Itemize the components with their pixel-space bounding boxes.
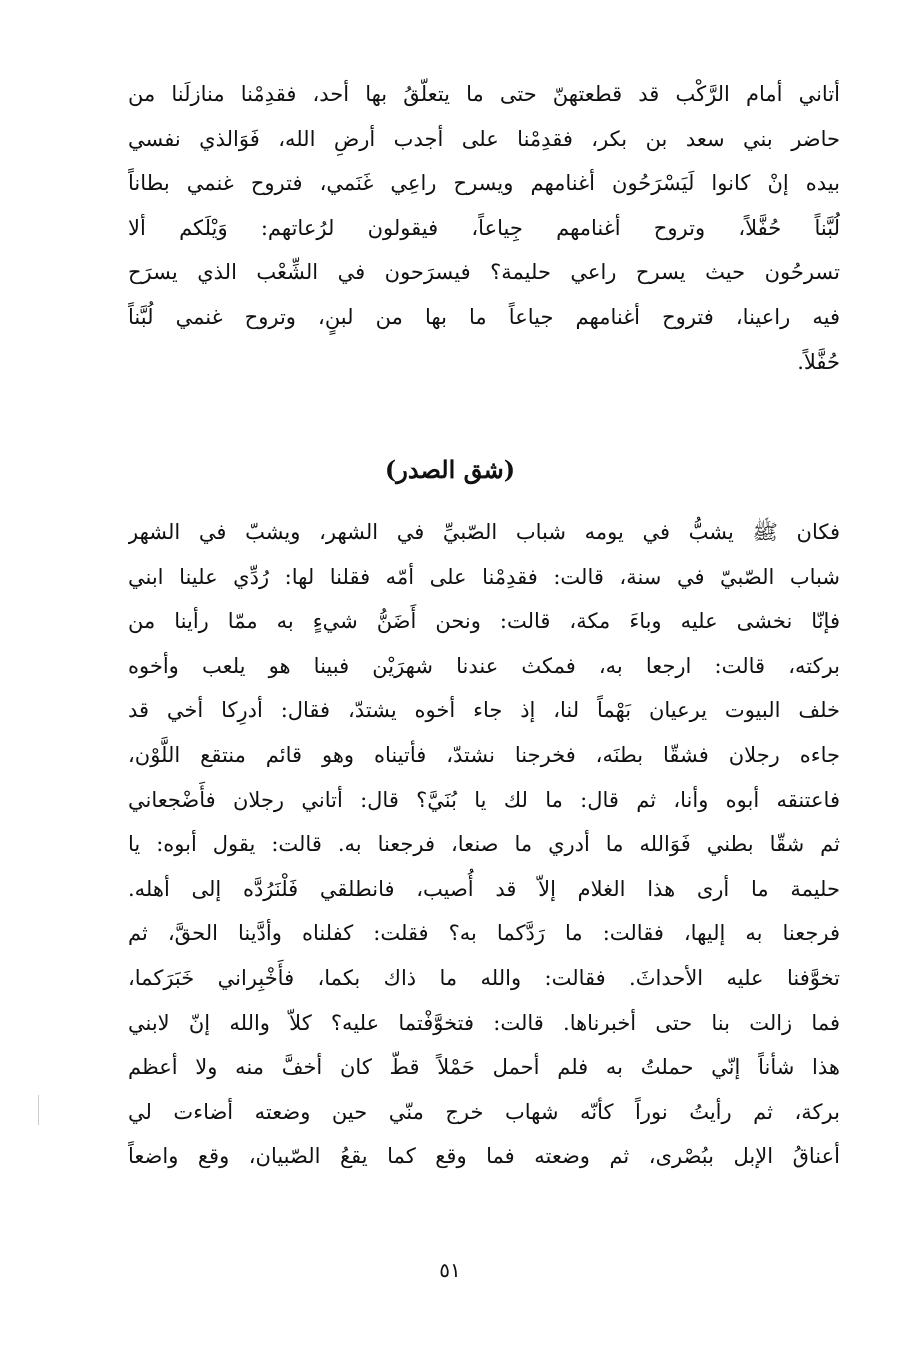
text-line: شباب الصّبيّ في سنة، قالت: فقدِمْنا على أمّه فقلنا لها: رُدِّي علينا ابني	[128, 564, 840, 589]
text-line: خلف البيوت يرعيان بَهْماً لنا، إذ جاء أخوه يشتدّ، فقال: أدرِكا أخي قد	[128, 698, 840, 723]
text-line: بيده إنْ كانوا لَيَسْرَحُون أغنامهم ويسرح راعِي غَنَمي، فتروح غنمي بطاناً	[128, 171, 840, 196]
text-line: تسرحُون حيث يسرح راعي حليمة؟ فيسرَحون في الشِّعْب الذي يسرَح	[128, 260, 840, 285]
text-line: حُفَّلاً.	[797, 349, 840, 374]
text-line: فما زالت بنا حتى أخبرناها. قالت: فتخوَّفْتما عليه؟ كلاّ والله إنّ لابني	[128, 1010, 840, 1035]
text-line: تخوَّفنا عليه الأحداثَ. فقالت: والله ما ذاك بكما، فأَخْبِراني خَبَرَكما،	[128, 965, 840, 990]
text-line: بركته، قالت: ارجعا به، فمكث عندنا شهرَيْن فبينا هو يلعب وأخوه	[128, 653, 840, 678]
text-line: أتاني أمام الرَّكْب قد قطعتهنّ حتى ما يتعلّقُ بها أحد، فقدِمْنا منازلَنا من	[128, 82, 840, 106]
paragraph-1	[128, 72, 840, 384]
margin-mark	[38, 1095, 39, 1125]
text-line: بركة، ثم رأيتُ نوراً كأنّه شهاب خرج منّي حين وضعته أضاءت لي	[128, 1099, 840, 1124]
text-line: فإنّا نخشى عليه وباءَ مكة، قالت: ونحن أَضَنُّ شيءٍ به ممّا رأينا من	[128, 609, 840, 634]
text-line: فرجعنا به إليها، فقالت: ما رَدَّكما به؟ فقلت: كفلناه وأدَّينا الحقَّ، ثم	[128, 921, 840, 946]
text-line: جاءه رجلان فشقّا بطنَه، فخرجنا نشتدّ، فأتيناه وهو قائم منتقع اللَّوْن،	[128, 742, 840, 767]
text-line: حليمة ما أرى هذا الغلام إلاّ قد أُصيب، فانطلقي فَلْنَرُدَّه إلى أهله.	[128, 876, 840, 901]
text-line: فكان ﷺ يشبُّ في يومه شباب الصّبيِّ في الشهر، ويشبّ في الشهر	[128, 520, 840, 544]
text-line: فاعتنقه أبوه وأنا، ثم قال: ما لك يا بُنَيَّ؟ قال: أتاني رجلان فأَضْجعاني	[128, 787, 840, 812]
text-line: هذا شأناً إنّي حملتُ به فلم أحمل حَمْلاً قطّ كان أخفَّ منه ولا أعظم	[128, 1055, 840, 1080]
page-number: ٥١	[439, 1258, 461, 1282]
section-heading: (شق الصدر)	[384, 455, 516, 484]
text-line: لُبَّناً حُفَّلاً، وتروح أغنامهم جِياعاً، فيقولون لرُعاتهم: وَيْلَكم ألا	[128, 215, 840, 240]
text-line: حاضر بني سعد بن بكر، فقدِمْنا على أجدب أرضِ الله، فَوَالذي نفسي	[128, 126, 840, 151]
text-line: أعناقُ الإبل ببُصْرى، ثم وضعته فما وقع كما يقعُ الصّبيان، وقع واضعاً	[128, 1144, 840, 1169]
paragraph-2	[128, 510, 840, 1179]
text-line: فيه راعينا، فتروح أغنامهم جياعاً ما بها من لبنٍ، وتروح غنمي لُبَّناً	[128, 304, 840, 329]
text-line: ثم شقّا بطني فَوَالله ما أدري ما صنعا، فرجعنا به. قالت: يقول أبوه: يا	[128, 832, 840, 857]
